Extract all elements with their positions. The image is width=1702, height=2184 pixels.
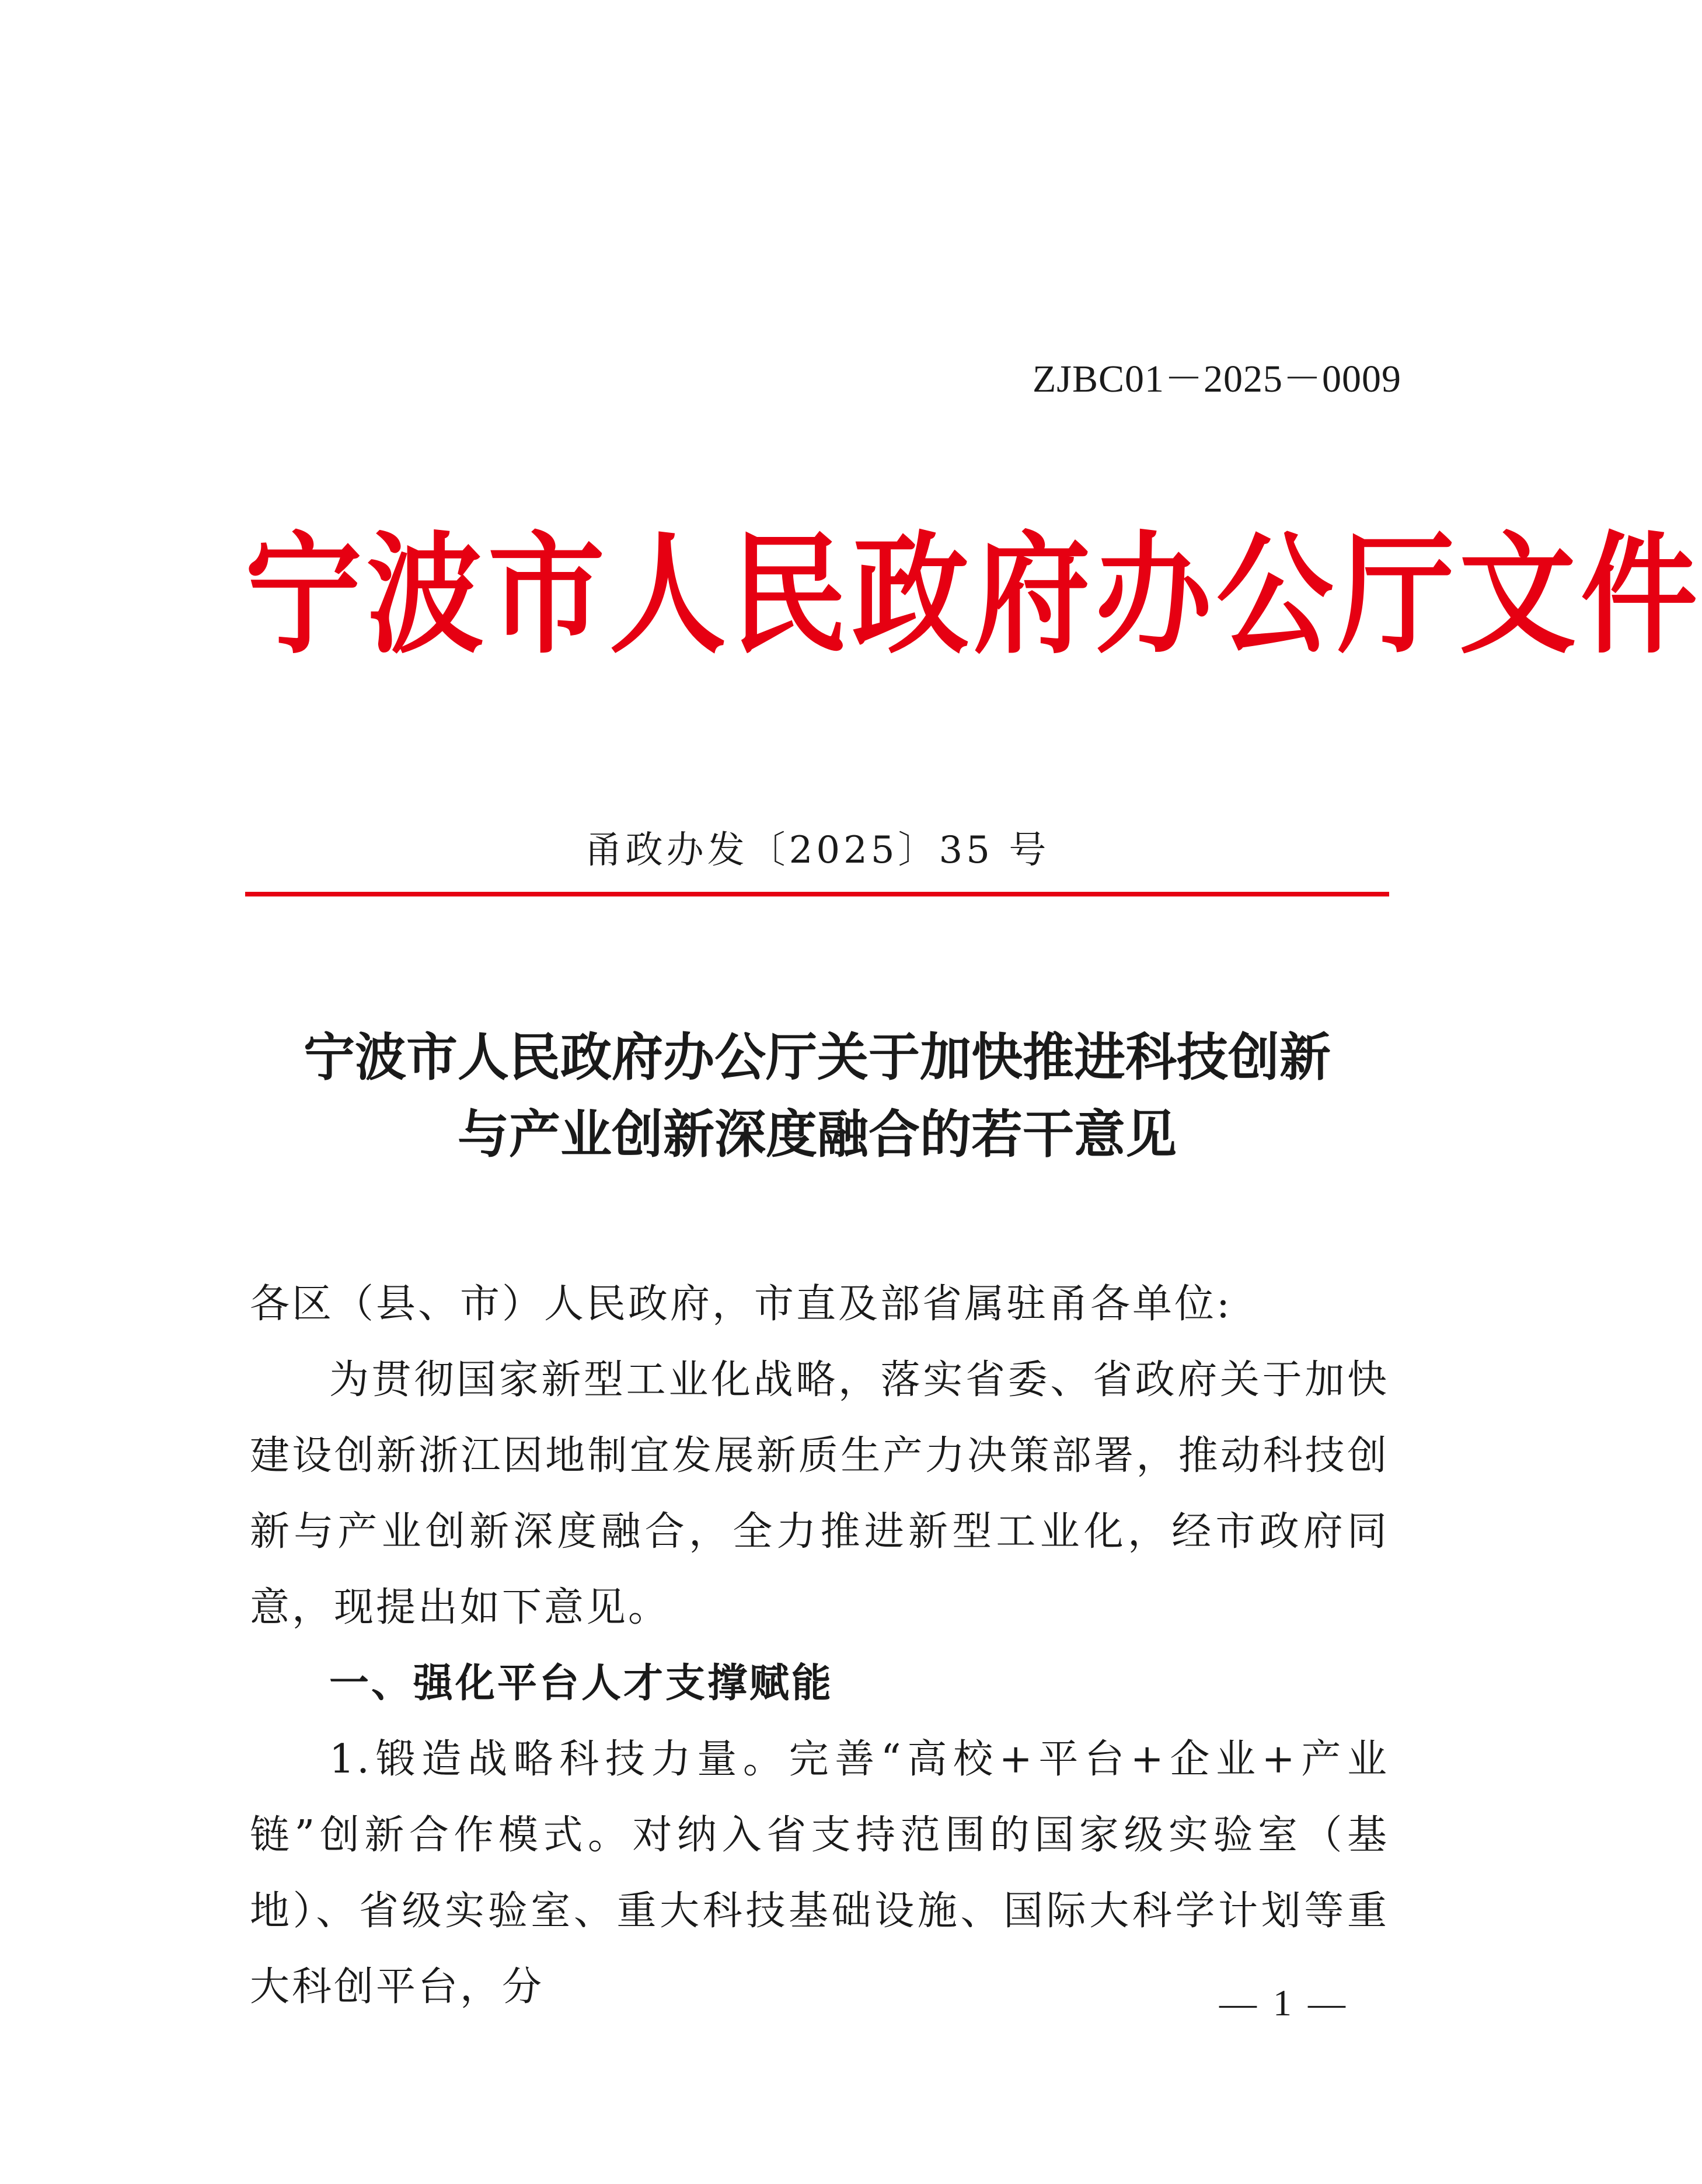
- document-code: ZJBC01－2025－0009: [1032, 358, 1401, 400]
- title-line-1: 宁波市人民政府办公厅关于加快推进科技创新: [303, 1027, 1331, 1087]
- title-line-2: 与产业创新深度融合的若干意见: [457, 1104, 1177, 1164]
- section-heading-1: 一、强化平台人才支撑赋能: [329, 1660, 834, 1707]
- document-number: 甬政办发〔2025〕35 号: [584, 829, 1050, 872]
- document-title: [245, 1018, 1389, 1173]
- intro-paragraph: 为贯彻国家新型工业化战略，落实省委、省政府关于加快建设创新浙江因地制宜发展新质生产力决策部署，推动科技创新与产业创新深度融合，全力推进新型工业化，经市政府同意，现提出如下意见。: [250, 1357, 1389, 1631]
- red-divider-line: [245, 892, 1389, 896]
- item-paragraph-1: 1.锻造战略科技力量。完善“高校+平台+企业+产业链”创新合作模式。对纳入省支持范围的国家级实验室（基地）、省级实验室、重大科技基础设施、国际大科学计划等重大科创平台，分: [250, 1736, 1389, 2010]
- document-body: [250, 1267, 1389, 2025]
- masthead-title: 宁波市人民政府办公厅文件: [245, 518, 1702, 672]
- salutation: 各区（县、市）人民政府，市直及部省属驻甬各单位:: [250, 1281, 1232, 1327]
- page-number: — 1 —: [1219, 1982, 1349, 2023]
